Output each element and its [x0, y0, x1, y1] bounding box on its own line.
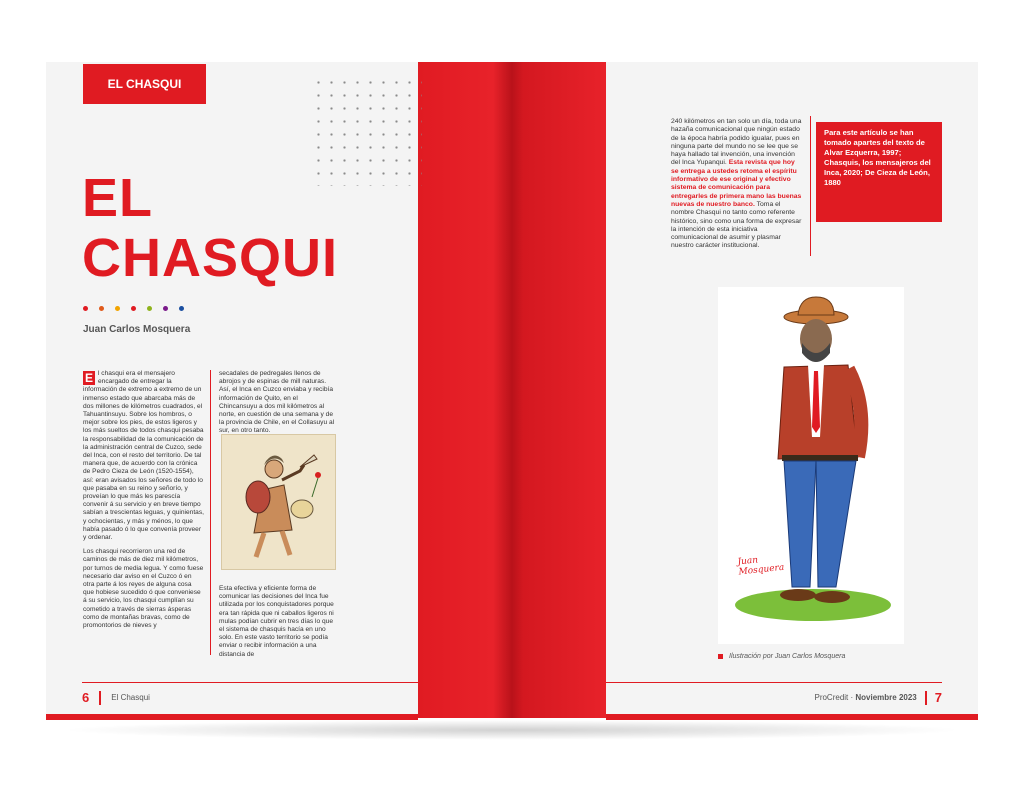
column-divider — [210, 370, 211, 655]
footer-date: Noviembre 2023 — [855, 693, 917, 702]
color-dot — [163, 306, 168, 311]
footer-right — [814, 690, 942, 705]
title-line-1: EL — [82, 168, 154, 228]
footer-brand-text: ProCredit · — [814, 693, 856, 702]
left-bottom-bar — [46, 714, 418, 720]
page-number: 6 — [82, 690, 90, 705]
center-spread-red — [418, 62, 606, 718]
footer-rule-right — [606, 682, 942, 683]
paragraph-text: l chasqui era el mensajero encargado de entregar la información de extremo a extremo de un inmenso estado que abarcaba más de dos millones de kilómetros cuadrados, el Tahuantinsuyu. Sobre los hombros, o mejor sobre los pies, de estos ligeros y los más sueltos de todos chasqui pesaba la responsabilidad de la comunicación de la administración central de Cuzco, sede del Inca, con el resto del territorio. De tal manera que, de acuerdo con la crónica de Pedro Cieza de León (1520-1554), así: eran avisados los señores de todo lo que pasaba en su reino y señorío, y proveían lo que más les parescía convenir á su servicio y en breve tiempo sabían a trescientas leguas, y quinientas, y ochocientas, y más y ménos, lo que había pasado ó lo que convenía proveer y ordenar. — [83, 370, 204, 542]
footer-separator — [99, 691, 101, 705]
page-title — [82, 168, 338, 288]
color-dot — [179, 306, 184, 311]
paragraph — [671, 118, 803, 251]
author-name: Juan Carlos Mosquera — [83, 324, 191, 335]
caption-text: Ilustración por Juan Carlos Mosquera — [729, 653, 846, 660]
footer-brand — [814, 693, 916, 702]
page-number: 7 — [934, 690, 942, 705]
illustration-caption — [718, 653, 845, 660]
footer-rule-left — [82, 682, 418, 683]
article-column-2-top — [219, 370, 337, 442]
paragraph — [83, 370, 204, 542]
article-column-1 — [83, 370, 204, 636]
color-dot — [147, 306, 152, 311]
paragraph-text: 240 kilómetros en tan solo un día, toda una hazaña comunicacional que ningún estado de la época habría podido igualar, pues en ninguna parte del mundo no se lee que se haya hallado tal invención, una invención del Inca Yupanqui. — [671, 118, 802, 167]
article-column-2-bottom — [219, 585, 337, 665]
caption-marker — [718, 654, 723, 659]
footer-label: El Chasqui — [111, 693, 150, 702]
source-note: Para este artículo se han tomado apartes del texto de Alvar Ezquerra, 1997; Chasquis, los mensajeros del Inca, 2020; De Cieza de León, 1880 — [816, 122, 942, 222]
page-shadow — [60, 720, 964, 740]
color-dot — [131, 306, 136, 311]
portrait-illustration — [718, 287, 904, 644]
color-dots — [83, 306, 184, 311]
note-rule — [810, 116, 811, 256]
dropcap: E — [84, 371, 93, 385]
color-dot — [99, 306, 104, 311]
right-bottom-bar — [606, 714, 978, 720]
paragraph-text: Toma el nombre Chasqui no tanto como referente histórico, sino como una forma de expresar la intención de esta iniciativa comunicacional de asumir y plasmar nuestro carácter institucional. — [671, 200, 802, 250]
footer-left — [82, 690, 150, 705]
color-dot — [115, 306, 120, 311]
title-line-2: CHASQUI — [82, 228, 339, 288]
paragraph: secadales de pedregales llenos de abrojos y de espinas de mill naturas. Así, el Inca en Cuzco enviaba y recibía información de Quito, en el Chincansuyu a dos mil kilómetros al norte, en cuestión de una semana y de la provincia de Chile, en el Collasuyu al sur, en otro tanto. — [219, 370, 335, 435]
section-tag: EL CHASQUI — [83, 64, 206, 104]
footer-separator — [925, 691, 927, 705]
article-column-right — [671, 118, 803, 257]
highlighted-text: Esta revista que hoy se entrega a ustedes retoma el espíritu informativo de ese original y efectivo sistema de comunicación para entregarles de primera mano las buenas nuevas de nuestro banco. — [671, 159, 802, 208]
paragraph: Los chasqui recorrieron una red de caminos de más de diez mil kilómetros, por turnos de media legua. Y como fuese necesario dar aviso en el Cuzco ó en otra parte á los reyes de alguna cosa que hobiese sucedido ó que conveniese á su servicio, los chasqui cumplían su cometido a través de sierras ásperas como de montañas bravas, como de promontorios de nieves y — [83, 548, 204, 630]
artist-signature: Juan Mosquera — [737, 555, 785, 578]
chasqui-illustration — [221, 434, 336, 570]
paragraph: Esta efectiva y eficiente forma de comunicar las decisiones del Inca fue utilizada por los conquistadores porque era tan rápida que ni caballos ligeros ni mulas podían cubrir en tres días lo que el sistema de chasquis hacía en uno solo. En este vasto territorio se podía enviar o recibir información a una distancia de — [219, 585, 334, 658]
color-dot — [83, 306, 88, 311]
